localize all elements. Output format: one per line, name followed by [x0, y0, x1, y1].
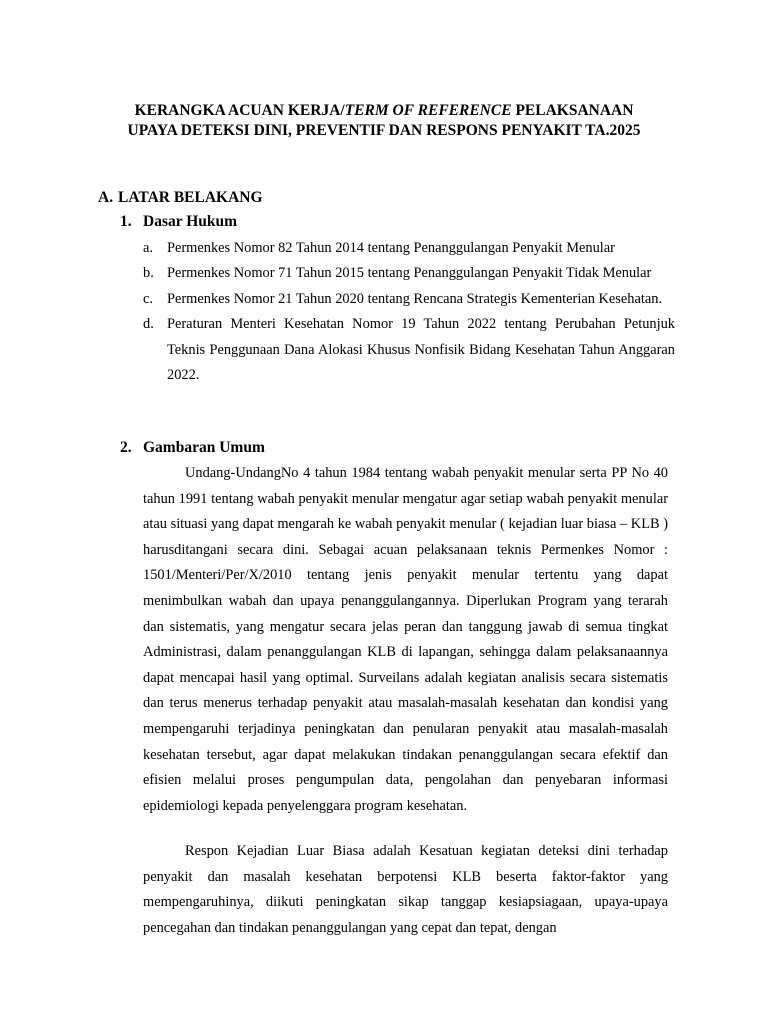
list-item-letter: d.	[143, 316, 154, 333]
list-item	[143, 261, 675, 286]
list-item-text: Peraturan Menteri Kesehatan Nomor 19 Tahun 2022 tentang Perubahan Petunjuk Teknis Penggunaan Dana Alokasi Khusus Nonfisik Bidang Kesehatan Tahun Anggaran 2022.	[167, 316, 675, 384]
overview-paragraph-2: Respon Kejadian Luar Biasa adalah Kesatuan kegiatan deteksi dini terhadap penyakit dan masalah kesehatan berpotensi KLB beserta faktor-faktor yang mempengaruhinya, diikuti peningkatan sikap tanggap kesiapsiagaan, upaya-upaya pencegahan dan tindakan penanggulangan yang cepat dan tepat, dengan	[143, 843, 668, 936]
list-item-letter: b.	[143, 265, 154, 282]
list-item-text: Permenkes Nomor 21 Tahun 2020 tentang Rencana Strategis Kementerian Kesehatan.	[167, 290, 663, 307]
subsection-1-title: Dasar Hukum	[143, 213, 238, 230]
list-item-text: Permenkes Nomor 71 Tahun 2015 tentang Penanggulangan Penyakit Tidak Menular	[167, 265, 652, 282]
subsection-1-number: 1.	[120, 213, 132, 230]
section-a-title: LATAR BELAKANG	[118, 189, 263, 206]
legal-basis-list	[143, 236, 675, 388]
list-item	[143, 287, 675, 312]
overview-paragraph-1: Undang-UndangNo 4 tahun 1984 tentang wabah penyakit menular serta PP No 40 tahun 1991 tentang wabah penyakit menular mengatur agar setiap wabah penyakit menular atau situasi yang dapat mengarah ke wabah penyakit menular ( kejadian luar biasa – KLB ) harusditangani secara dini. Sebagai acuan pelaksanaan teknis Permenkes Nomor : 1501/Menteri/Per/X/2010 tentang jenis penyakit menular tertentu yang dapat menimbulkan wabah dan upaya penanggulangannya. Diperlukan Program yang terarah dan sistematis, yang mengatur secara jelas peran dan tanggung jawab di semua tingkat Administrasi, dalam penanggulangan KLB di lapangan, sehingga dalam pelaksanaannya dapat mencapai hasil yang optimal. Surveilans adalah kegiatan analisis secara sistematis dan terus menerus terhadap penyakit atau masalah-masalah kesehatan dan kondisi yang mempengaruhi terjadinya peningkatan dan penularan penyakit atau masalah-masalah kesehatan tersebut, agar dapat melakukan tindakan penanggulangan secara efektif dan efisien melalui proses pengumpulan data, pengolahan dan penyebaran informasi epidemiologi kepada penyelenggara program kesehatan.	[143, 465, 668, 814]
list-item-letter: a.	[143, 240, 153, 256]
section-a-letter: A.	[98, 189, 114, 206]
list-item	[143, 312, 675, 388]
list-item-text: Permenkes Nomor 82 Tahun 2014 tentang Penanggulangan Penyakit Menular	[167, 240, 615, 256]
list-item-letter: c.	[143, 290, 153, 307]
document-title-line-1	[60, 101, 708, 121]
list-item	[143, 236, 675, 261]
title-italic-term: TERM OF REFERENCE	[344, 102, 512, 119]
document-title-line-2: UPAYA DETEKSI DINI, PREVENTIF DAN RESPONS PENYAKIT TA.2025	[127, 122, 641, 139]
subsection-2-title: Gambaran Umum	[143, 439, 265, 456]
title-suffix: PELAKSANAAN	[511, 102, 634, 119]
title-prefix: KERANGKA ACUAN KERJA/	[134, 102, 345, 119]
subsection-2-number: 2.	[120, 439, 132, 456]
